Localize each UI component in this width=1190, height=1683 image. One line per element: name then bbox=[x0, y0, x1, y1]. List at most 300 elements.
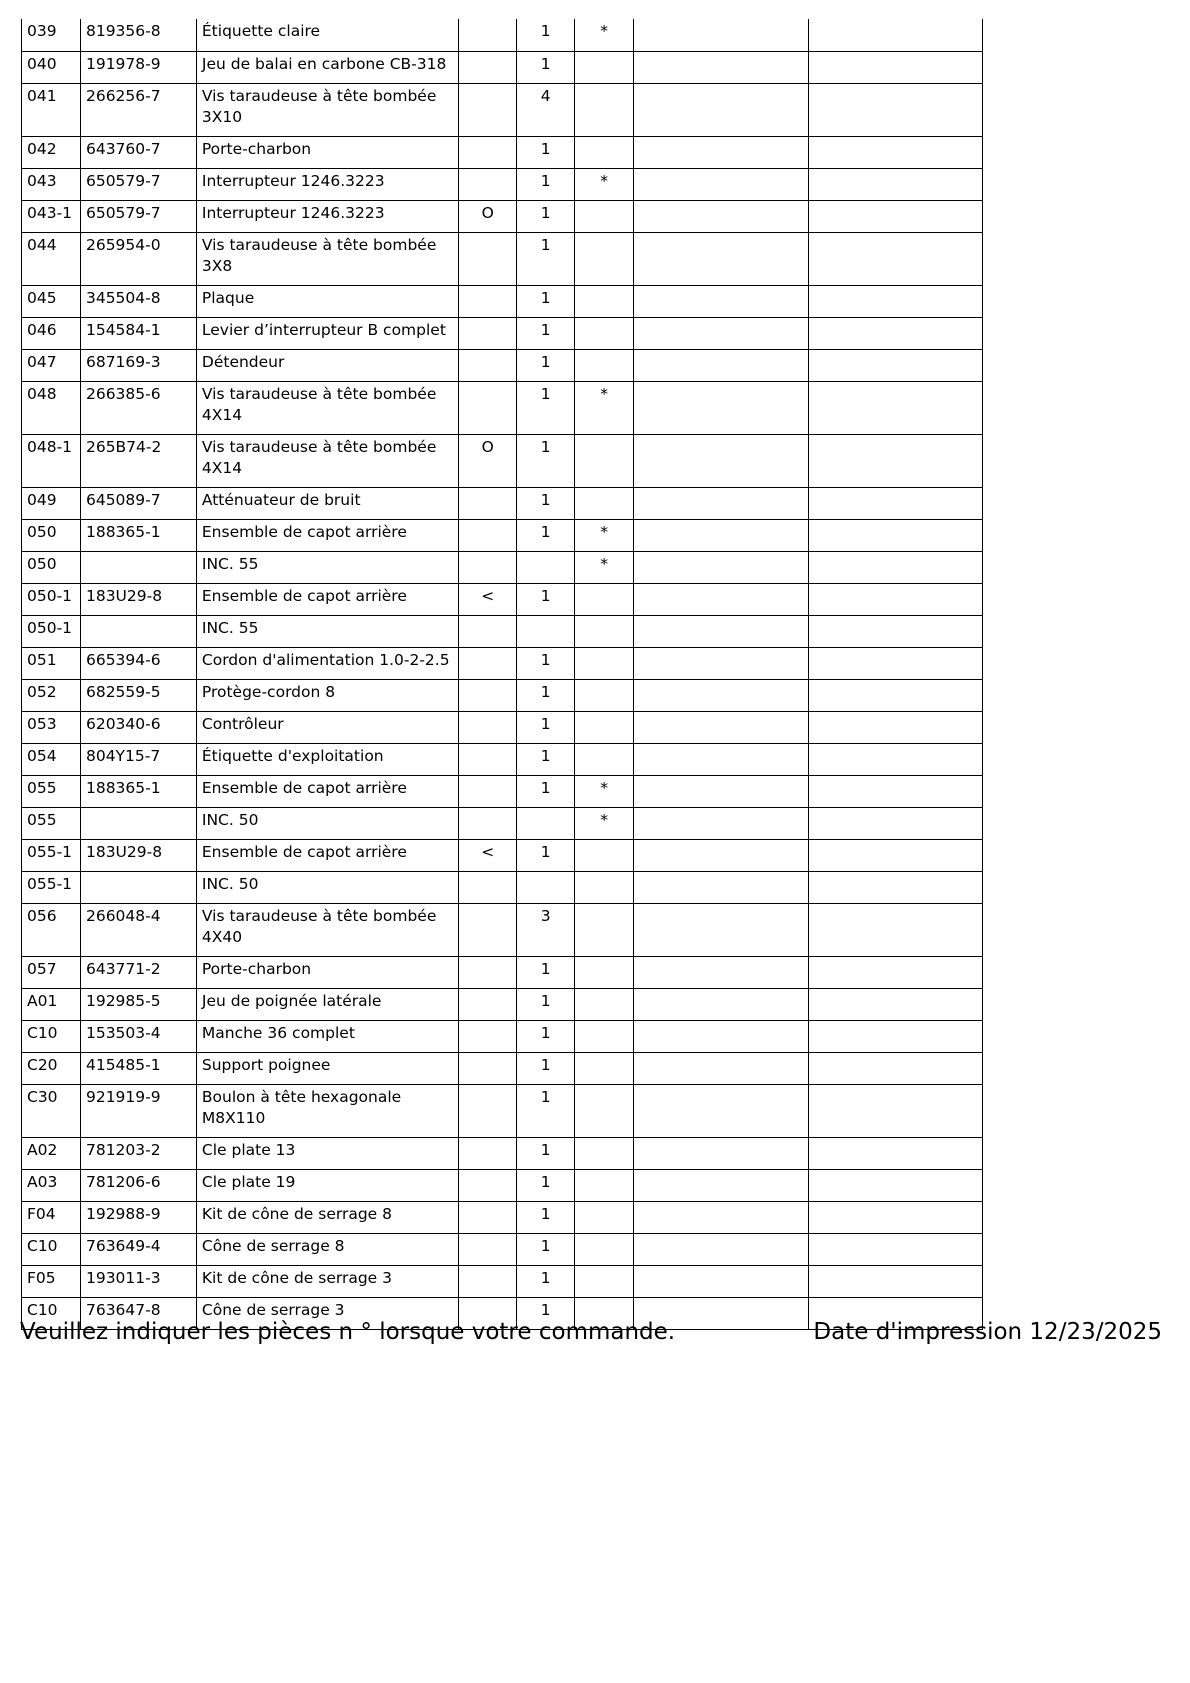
table-row bbox=[22, 1265, 983, 1297]
quantity-cell: 1 bbox=[517, 956, 575, 988]
table-row bbox=[22, 19, 983, 51]
blank-cell bbox=[634, 1233, 809, 1265]
part-number-cell: 921919-9 bbox=[80, 1084, 196, 1137]
flag-cell bbox=[459, 988, 517, 1020]
note-cell bbox=[575, 83, 634, 136]
blank-cell bbox=[809, 903, 983, 956]
quantity-cell: 1 bbox=[517, 775, 575, 807]
quantity-cell: 1 bbox=[517, 519, 575, 551]
item-number-cell: 057 bbox=[22, 956, 81, 988]
quantity-cell: 1 bbox=[517, 19, 575, 51]
description-cell: Interrupteur 1246.3223 bbox=[196, 200, 458, 232]
note-cell bbox=[575, 647, 634, 679]
blank-cell bbox=[809, 956, 983, 988]
blank-cell bbox=[634, 1169, 809, 1201]
description-cell: Kit de cône de serrage 8 bbox=[196, 1201, 458, 1233]
note-cell bbox=[575, 1201, 634, 1233]
table-row bbox=[22, 317, 983, 349]
quantity-cell: 1 bbox=[517, 647, 575, 679]
flag-cell bbox=[459, 679, 517, 711]
flag-cell bbox=[459, 903, 517, 956]
table-row bbox=[22, 1137, 983, 1169]
blank-cell bbox=[809, 19, 983, 51]
item-number-cell: F05 bbox=[22, 1265, 81, 1297]
part-number-cell bbox=[80, 807, 196, 839]
part-number-cell: 763649-4 bbox=[80, 1233, 196, 1265]
blank-cell bbox=[809, 583, 983, 615]
note-cell bbox=[575, 988, 634, 1020]
blank-cell bbox=[634, 381, 809, 434]
part-number-cell bbox=[80, 551, 196, 583]
print-date: Date d'impression 12/23/2025 bbox=[813, 1319, 1162, 1345]
flag-cell bbox=[459, 487, 517, 519]
quantity-cell: 1 bbox=[517, 839, 575, 871]
part-number-cell: 192988-9 bbox=[80, 1201, 196, 1233]
part-number-cell: 265954-0 bbox=[80, 232, 196, 285]
quantity-cell: 3 bbox=[517, 903, 575, 956]
flag-cell bbox=[459, 1201, 517, 1233]
part-number-cell: 781203-2 bbox=[80, 1137, 196, 1169]
part-number-cell: 192985-5 bbox=[80, 988, 196, 1020]
quantity-cell bbox=[517, 615, 575, 647]
quantity-cell: 1 bbox=[517, 232, 575, 285]
flag-cell: < bbox=[459, 583, 517, 615]
description-cell: Cle plate 13 bbox=[196, 1137, 458, 1169]
item-number-cell: 050 bbox=[22, 551, 81, 583]
blank-cell bbox=[809, 1169, 983, 1201]
flag-cell bbox=[459, 1233, 517, 1265]
note-cell: * bbox=[575, 807, 634, 839]
blank-cell bbox=[809, 285, 983, 317]
flag-cell bbox=[459, 349, 517, 381]
note-cell bbox=[575, 1084, 634, 1137]
flag-cell bbox=[459, 1265, 517, 1297]
item-number-cell: C20 bbox=[22, 1052, 81, 1084]
quantity-cell: 1 bbox=[517, 1052, 575, 1084]
description-cell: Étiquette claire bbox=[196, 19, 458, 51]
table-row bbox=[22, 232, 983, 285]
quantity-cell: 1 bbox=[517, 317, 575, 349]
item-number-cell: 042 bbox=[22, 136, 81, 168]
blank-cell bbox=[809, 615, 983, 647]
item-number-cell: 049 bbox=[22, 487, 81, 519]
quantity-cell: 1 bbox=[517, 200, 575, 232]
blank-cell bbox=[809, 1084, 983, 1137]
table-row bbox=[22, 807, 983, 839]
flag-cell bbox=[459, 956, 517, 988]
table-row bbox=[22, 743, 983, 775]
blank-cell bbox=[634, 1137, 809, 1169]
description-cell: Porte-charbon bbox=[196, 956, 458, 988]
description-cell: Plaque bbox=[196, 285, 458, 317]
part-number-cell: 193011-3 bbox=[80, 1265, 196, 1297]
part-number-cell bbox=[80, 615, 196, 647]
blank-cell bbox=[809, 551, 983, 583]
note-cell bbox=[575, 615, 634, 647]
note-cell bbox=[575, 1265, 634, 1297]
blank-cell bbox=[809, 51, 983, 83]
quantity-cell bbox=[517, 871, 575, 903]
flag-cell bbox=[459, 743, 517, 775]
part-number-cell: 345504-8 bbox=[80, 285, 196, 317]
note-cell bbox=[575, 679, 634, 711]
note-cell bbox=[575, 956, 634, 988]
description-cell: Porte-charbon bbox=[196, 136, 458, 168]
quantity-cell: 1 bbox=[517, 988, 575, 1020]
blank-cell bbox=[809, 775, 983, 807]
blank-cell bbox=[634, 349, 809, 381]
blank-cell bbox=[634, 743, 809, 775]
item-number-cell: A03 bbox=[22, 1169, 81, 1201]
note-cell bbox=[575, 136, 634, 168]
blank-cell bbox=[809, 1233, 983, 1265]
part-number-cell: 154584-1 bbox=[80, 317, 196, 349]
flag-cell bbox=[459, 51, 517, 83]
description-cell: Atténuateur de bruit bbox=[196, 487, 458, 519]
note-cell bbox=[575, 1052, 634, 1084]
part-number-cell: 687169-3 bbox=[80, 349, 196, 381]
part-number-cell: 183U29-8 bbox=[80, 583, 196, 615]
table-row bbox=[22, 583, 983, 615]
description-cell: Cordon d'alimentation 1.0-2-2.5 bbox=[196, 647, 458, 679]
item-number-cell: 055 bbox=[22, 775, 81, 807]
item-number-cell: 048-1 bbox=[22, 434, 81, 487]
part-number-cell: 183U29-8 bbox=[80, 839, 196, 871]
item-number-cell: 052 bbox=[22, 679, 81, 711]
quantity-cell: 1 bbox=[517, 487, 575, 519]
quantity-cell: 1 bbox=[517, 1265, 575, 1297]
flag-cell bbox=[459, 807, 517, 839]
blank-cell bbox=[809, 647, 983, 679]
table-row bbox=[22, 168, 983, 200]
blank-cell bbox=[634, 551, 809, 583]
flag-cell bbox=[459, 871, 517, 903]
item-number-cell: 050 bbox=[22, 519, 81, 551]
blank-cell bbox=[809, 711, 983, 743]
description-cell: Vis taraudeuse à tête bombée 4X14 bbox=[196, 434, 458, 487]
note-cell bbox=[575, 349, 634, 381]
note-cell bbox=[575, 285, 634, 317]
table-row bbox=[22, 647, 983, 679]
flag-cell bbox=[459, 551, 517, 583]
flag-cell: < bbox=[459, 839, 517, 871]
part-number-cell bbox=[80, 871, 196, 903]
description-cell: Détendeur bbox=[196, 349, 458, 381]
item-number-cell: F04 bbox=[22, 1201, 81, 1233]
blank-cell bbox=[809, 317, 983, 349]
blank-cell bbox=[809, 1201, 983, 1233]
flag-cell bbox=[459, 1137, 517, 1169]
quantity-cell: 1 bbox=[517, 1201, 575, 1233]
quantity-cell: 1 bbox=[517, 679, 575, 711]
item-number-cell: 048 bbox=[22, 381, 81, 434]
description-cell: Cône de serrage 3 bbox=[196, 1297, 458, 1329]
blank-cell bbox=[634, 647, 809, 679]
flag-cell bbox=[459, 615, 517, 647]
item-number-cell: 051 bbox=[22, 647, 81, 679]
blank-cell bbox=[634, 871, 809, 903]
flag-cell bbox=[459, 83, 517, 136]
note-cell bbox=[575, 1020, 634, 1052]
part-number-cell: 643771-2 bbox=[80, 956, 196, 988]
flag-cell bbox=[459, 232, 517, 285]
item-number-cell: C10 bbox=[22, 1297, 81, 1329]
blank-cell bbox=[634, 285, 809, 317]
item-number-cell: 040 bbox=[22, 51, 81, 83]
item-number-cell: 039 bbox=[22, 19, 81, 51]
part-number-cell: 188365-1 bbox=[80, 519, 196, 551]
description-cell: Ensemble de capot arrière bbox=[196, 839, 458, 871]
note-cell: * bbox=[575, 519, 634, 551]
table-row bbox=[22, 381, 983, 434]
description-cell: Protège-cordon 8 bbox=[196, 679, 458, 711]
description-cell: Étiquette d'exploitation bbox=[196, 743, 458, 775]
description-cell: Cône de serrage 8 bbox=[196, 1233, 458, 1265]
item-number-cell: 043 bbox=[22, 168, 81, 200]
item-number-cell: 047 bbox=[22, 349, 81, 381]
table-row bbox=[22, 988, 983, 1020]
item-number-cell: 046 bbox=[22, 317, 81, 349]
blank-cell bbox=[634, 775, 809, 807]
blank-cell bbox=[809, 200, 983, 232]
blank-cell bbox=[634, 487, 809, 519]
blank-cell bbox=[634, 839, 809, 871]
order-instruction-note: Veuillez indiquer les pièces n ° lorsque votre commande. bbox=[20, 1319, 676, 1345]
table-row bbox=[22, 679, 983, 711]
note-cell: * bbox=[575, 19, 634, 51]
blank-cell bbox=[809, 136, 983, 168]
table-row bbox=[22, 1201, 983, 1233]
parts-table-body bbox=[22, 19, 983, 1329]
part-number-cell: 266048-4 bbox=[80, 903, 196, 956]
flag-cell bbox=[459, 519, 517, 551]
note-cell bbox=[575, 1169, 634, 1201]
part-number-cell: 643760-7 bbox=[80, 136, 196, 168]
table-row bbox=[22, 1169, 983, 1201]
note-cell bbox=[575, 711, 634, 743]
description-cell: Jeu de poignée latérale bbox=[196, 988, 458, 1020]
blank-cell bbox=[634, 19, 809, 51]
blank-cell bbox=[809, 434, 983, 487]
blank-cell bbox=[634, 615, 809, 647]
part-number-cell: 188365-1 bbox=[80, 775, 196, 807]
blank-cell bbox=[634, 200, 809, 232]
quantity-cell: 1 bbox=[517, 711, 575, 743]
quantity-cell: 1 bbox=[517, 1137, 575, 1169]
description-cell: INC. 50 bbox=[196, 807, 458, 839]
blank-cell bbox=[634, 51, 809, 83]
quantity-cell: 1 bbox=[517, 381, 575, 434]
table-row bbox=[22, 1052, 983, 1084]
table-row bbox=[22, 1084, 983, 1137]
description-cell: Vis taraudeuse à tête bombée 4X40 bbox=[196, 903, 458, 956]
note-cell bbox=[575, 903, 634, 956]
blank-cell bbox=[809, 988, 983, 1020]
blank-cell bbox=[809, 743, 983, 775]
note-cell: * bbox=[575, 168, 634, 200]
blank-cell bbox=[634, 1084, 809, 1137]
item-number-cell: A02 bbox=[22, 1137, 81, 1169]
flag-cell bbox=[459, 285, 517, 317]
blank-cell bbox=[809, 871, 983, 903]
description-cell: Manche 36 complet bbox=[196, 1020, 458, 1052]
item-number-cell: 055-1 bbox=[22, 871, 81, 903]
description-cell: Ensemble de capot arrière bbox=[196, 775, 458, 807]
table-row bbox=[22, 285, 983, 317]
quantity-cell: 1 bbox=[517, 1169, 575, 1201]
item-number-cell: A01 bbox=[22, 988, 81, 1020]
note-cell bbox=[575, 1233, 634, 1265]
description-cell: Cle plate 19 bbox=[196, 1169, 458, 1201]
description-cell: INC. 50 bbox=[196, 871, 458, 903]
item-number-cell: 056 bbox=[22, 903, 81, 956]
table-row bbox=[22, 1020, 983, 1052]
table-row bbox=[22, 51, 983, 83]
table-row bbox=[22, 136, 983, 168]
blank-cell bbox=[634, 434, 809, 487]
quantity-cell: 1 bbox=[517, 168, 575, 200]
description-cell: Interrupteur 1246.3223 bbox=[196, 168, 458, 200]
description-cell: INC. 55 bbox=[196, 551, 458, 583]
part-number-cell: 819356-8 bbox=[80, 19, 196, 51]
blank-cell bbox=[809, 381, 983, 434]
table-row bbox=[22, 200, 983, 232]
blank-cell bbox=[634, 1052, 809, 1084]
table-row bbox=[22, 349, 983, 381]
blank-cell bbox=[634, 711, 809, 743]
part-number-cell: 153503-4 bbox=[80, 1020, 196, 1052]
item-number-cell: 050-1 bbox=[22, 615, 81, 647]
description-cell: Vis taraudeuse à tête bombée 3X10 bbox=[196, 83, 458, 136]
blank-cell bbox=[634, 519, 809, 551]
flag-cell: O bbox=[459, 434, 517, 487]
quantity-cell: 1 bbox=[517, 51, 575, 83]
blank-cell bbox=[634, 1020, 809, 1052]
table-row bbox=[22, 839, 983, 871]
part-number-cell: 650579-7 bbox=[80, 200, 196, 232]
note-cell bbox=[575, 317, 634, 349]
part-number-cell: 804Y15-7 bbox=[80, 743, 196, 775]
blank-cell bbox=[809, 232, 983, 285]
item-number-cell: 043-1 bbox=[22, 200, 81, 232]
quantity-cell: 1 bbox=[517, 1297, 575, 1329]
table-row bbox=[22, 83, 983, 136]
part-number-cell: 191978-9 bbox=[80, 51, 196, 83]
item-number-cell: 050-1 bbox=[22, 583, 81, 615]
flag-cell bbox=[459, 381, 517, 434]
blank-cell bbox=[809, 1137, 983, 1169]
blank-cell bbox=[634, 988, 809, 1020]
description-cell: INC. 55 bbox=[196, 615, 458, 647]
item-number-cell: C30 bbox=[22, 1084, 81, 1137]
table-row bbox=[22, 487, 983, 519]
description-cell: Kit de cône de serrage 3 bbox=[196, 1265, 458, 1297]
item-number-cell: C10 bbox=[22, 1020, 81, 1052]
part-number-cell: 620340-6 bbox=[80, 711, 196, 743]
blank-cell bbox=[809, 679, 983, 711]
note-cell bbox=[575, 1137, 634, 1169]
table-row bbox=[22, 434, 983, 487]
description-cell: Ensemble de capot arrière bbox=[196, 519, 458, 551]
note-cell bbox=[575, 51, 634, 83]
quantity-cell: 1 bbox=[517, 1084, 575, 1137]
blank-cell bbox=[809, 1265, 983, 1297]
note-cell: * bbox=[575, 381, 634, 434]
flag-cell bbox=[459, 1084, 517, 1137]
table-row bbox=[22, 903, 983, 956]
flag-cell bbox=[459, 647, 517, 679]
part-number-cell: 682559-5 bbox=[80, 679, 196, 711]
blank-cell bbox=[634, 317, 809, 349]
note-cell bbox=[575, 200, 634, 232]
blank-cell bbox=[634, 903, 809, 956]
part-number-cell: 415485-1 bbox=[80, 1052, 196, 1084]
blank-cell bbox=[634, 1265, 809, 1297]
quantity-cell: 1 bbox=[517, 1020, 575, 1052]
note-cell bbox=[575, 434, 634, 487]
note-cell: * bbox=[575, 551, 634, 583]
blank-cell bbox=[809, 168, 983, 200]
description-cell: Jeu de balai en carbone CB-318 bbox=[196, 51, 458, 83]
parts-table bbox=[21, 19, 983, 1330]
item-number-cell: C10 bbox=[22, 1233, 81, 1265]
quantity-cell: 1 bbox=[517, 285, 575, 317]
blank-cell bbox=[809, 1020, 983, 1052]
description-cell: Contrôleur bbox=[196, 711, 458, 743]
item-number-cell: 053 bbox=[22, 711, 81, 743]
quantity-cell bbox=[517, 551, 575, 583]
description-cell: Vis taraudeuse à tête bombée 4X14 bbox=[196, 381, 458, 434]
blank-cell bbox=[634, 679, 809, 711]
note-cell bbox=[575, 487, 634, 519]
note-cell bbox=[575, 232, 634, 285]
note-cell bbox=[575, 871, 634, 903]
table-row bbox=[22, 775, 983, 807]
quantity-cell: 4 bbox=[517, 83, 575, 136]
blank-cell bbox=[634, 956, 809, 988]
table-row bbox=[22, 551, 983, 583]
blank-cell bbox=[634, 1201, 809, 1233]
quantity-cell: 1 bbox=[517, 583, 575, 615]
description-cell: Ensemble de capot arrière bbox=[196, 583, 458, 615]
table-row bbox=[22, 711, 983, 743]
flag-cell: O bbox=[459, 200, 517, 232]
flag-cell bbox=[459, 1169, 517, 1201]
table-row bbox=[22, 519, 983, 551]
quantity-cell: 1 bbox=[517, 434, 575, 487]
blank-cell bbox=[809, 83, 983, 136]
table-row bbox=[22, 956, 983, 988]
flag-cell bbox=[459, 19, 517, 51]
flag-cell bbox=[459, 775, 517, 807]
item-number-cell: 055 bbox=[22, 807, 81, 839]
blank-cell bbox=[634, 136, 809, 168]
quantity-cell: 1 bbox=[517, 136, 575, 168]
description-cell: Boulon à tête hexagonale M8X110 bbox=[196, 1084, 458, 1137]
description-cell: Vis taraudeuse à tête bombée 3X8 bbox=[196, 232, 458, 285]
blank-cell bbox=[809, 807, 983, 839]
description-cell: Support poignee bbox=[196, 1052, 458, 1084]
item-number-cell: 054 bbox=[22, 743, 81, 775]
flag-cell bbox=[459, 317, 517, 349]
flag-cell bbox=[459, 168, 517, 200]
note-cell bbox=[575, 583, 634, 615]
item-number-cell: 044 bbox=[22, 232, 81, 285]
description-cell: Levier d’interrupteur B complet bbox=[196, 317, 458, 349]
blank-cell bbox=[809, 487, 983, 519]
quantity-cell bbox=[517, 807, 575, 839]
part-number-cell: 781206-6 bbox=[80, 1169, 196, 1201]
